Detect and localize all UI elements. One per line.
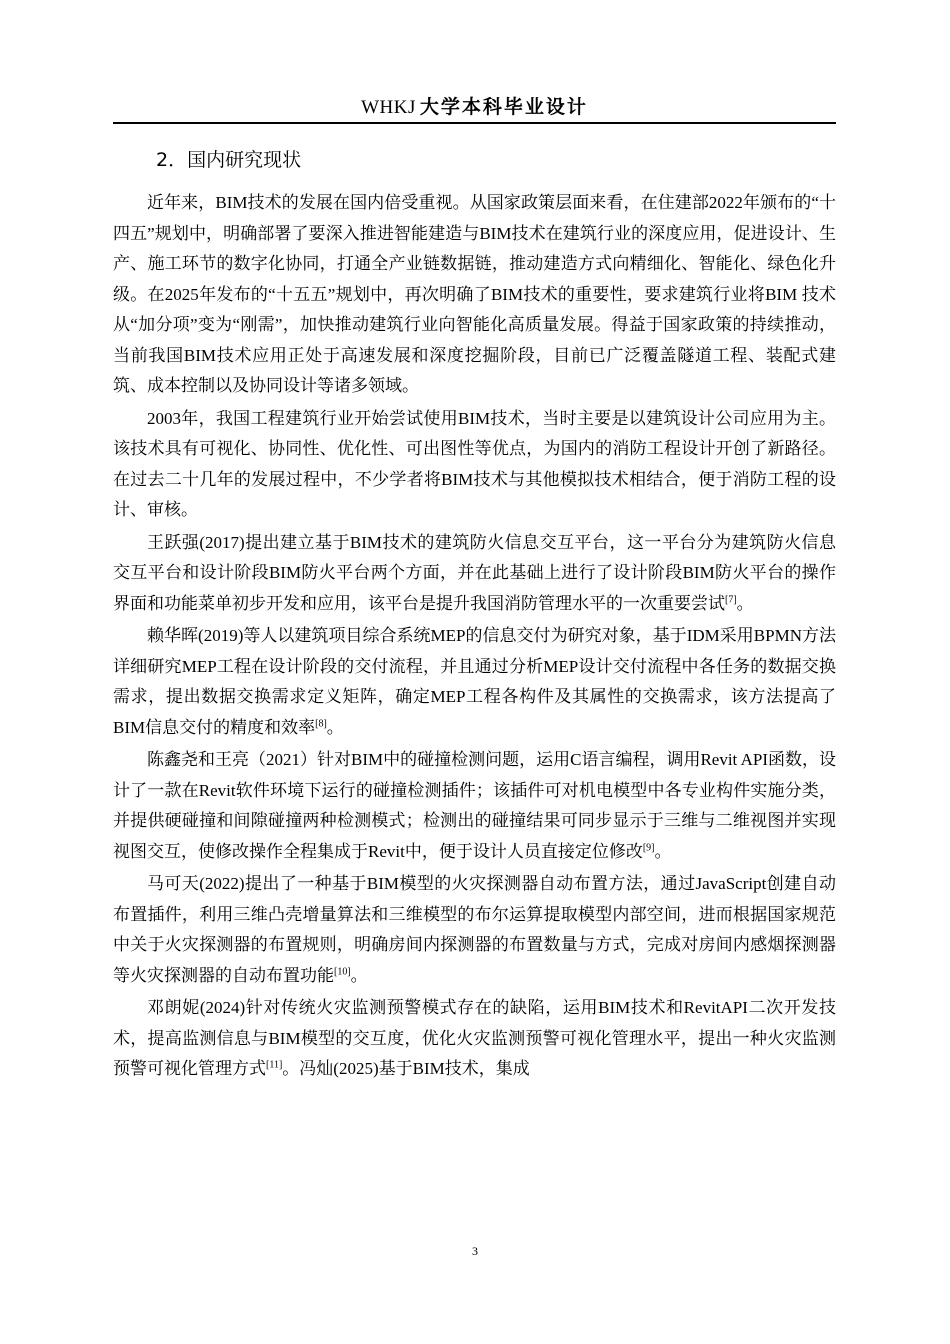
citation-marker: [7] [725, 593, 737, 605]
header-title: 大学本科毕业设计 [419, 96, 588, 118]
paragraph-tail: 。冯灿(2025)基于BIM技术，集成 [282, 1059, 530, 1078]
citation-marker: [10] [334, 965, 351, 977]
paragraph-tail: 。 [736, 593, 754, 613]
paragraph-text: 陈鑫尧和王亮（2021）针对BIM中的碰撞检测问题，运用C语言编程，调用Revit API函数，设计了一款在Revit软件环境下运行的碰撞检测插件；该插件可对机电模型中各专业构件实施分类，并提供硬碰撞和间隙碰撞两种检测模式；检测出的碰撞结果可同步显示于三维与二维视图并实现视图交互，使修改操作全程集成于Revit中，便于设计人员直接定位修改 [113, 750, 836, 861]
paragraph-text: 赖华晖(2019)等人以建筑项目综合系统MEP的信息交付为研究对象，基于IDM采用BPMN方法详细研究MEP工程在设计阶段的交付流程，并且通过分析MEP设计交付流程中各任务的数据交换需求，提出数据交换需求定义矩阵，确定MEP工程各构件及其属性的交换需求，该方法提高了BIM信息交付的精度和效率 [113, 626, 836, 737]
paragraph-text: 近年来，BIM技术的发展在国内倍受重视。从国家政策层面来看，在住建部2022年颁布的“十四五”规划中，明确部署了要深入推进智能建造与BIM技术在建筑行业的深度应用，促进设计、生产、施工环节的数字化协同，打通全产业链数据链，推动建造方式向精细化、智能化、绿色化升级。在2025年发布的“十五五”规划中，再次明确了BIM技术的重要性，要求建筑行业将BIM 技术从“加分项”变为“刚需”，加快推动建筑行业向智能化高质量发展。得益于国家政策的持续推动，当前我国BIM技术应用正处于高速发展和深度挖掘阶段，目前已广泛覆盖隧道工程、装配式建筑、成本控制以及协同设计等诸多领域。 [113, 193, 836, 395]
paragraph [113, 869, 836, 991]
paragraph [113, 528, 836, 620]
paragraph [113, 188, 836, 402]
paragraph [113, 993, 836, 1085]
section-title: 2．国内研究现状 [156, 149, 302, 171]
paragraph-text: 马可天(2022)提出了一种基于BIM模型的火灾探测器自动布置方法，通过JavaScript创建自动布置插件，利用三维凸壳增量算法和三维模型的布尔运算提取模型内部空间，进而根据国家规范中关于火灾探测器的布置规则，明确房间内探测器的布置数量与方式，完成对房间内感烟探测器等火灾探测器的自动布置功能 [113, 874, 836, 985]
paragraph-tail: 。 [326, 717, 344, 737]
paragraph-tail: 。 [654, 841, 672, 861]
header-code: WHKJ [361, 97, 416, 118]
citation-marker: [8] [315, 717, 327, 729]
paragraph-text: 王跃强(2017)提出建立基于BIM技术的建筑防火信息交互平台，这一平台分为建筑防火信息交互平台和设计阶段BIM防火平台两个方面，并在此基础上进行了设计阶段BIM防火平台的操作界面和功能菜单初步开发和应用，该平台是提升我国消防管理水平的一次重要尝试 [113, 532, 836, 613]
paragraph-text: 邓朗妮(2024)针对传统火灾监测预警模式存在的缺陷，运用BIM技术和RevitAPI二次开发技术，提高监测信息与BIM模型的交互度，优化火灾监测预警可视化管理水平，提出一种火灾监测预警可视化管理方式 [113, 998, 836, 1078]
paragraph [113, 404, 836, 526]
page-header [113, 92, 836, 124]
paragraph [113, 621, 836, 743]
paragraph-text: 2003年，我国工程建筑行业开始尝试使用BIM技术，当时主要是以建筑设计公司应用为主。该技术具有可视化、协同性、优化性、可出图性等优点，为国内的消防工程设计开创了新路径。在过去二十几年的发展过程中，不少学者将BIM技术与其他模拟技术相结合，便于消防工程的设计、审核。 [113, 408, 836, 519]
page-number: 3 [472, 1244, 478, 1258]
citation-marker: [11] [266, 1059, 283, 1071]
body-text [113, 188, 836, 1087]
citation-marker: [9] [642, 841, 655, 853]
paragraph-tail: 。 [350, 965, 368, 985]
paragraph [113, 745, 836, 867]
